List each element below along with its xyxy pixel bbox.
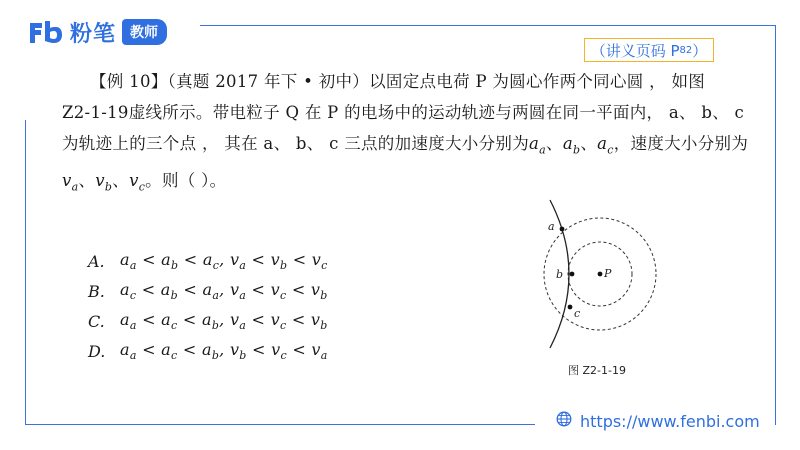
page-ref-suffix: ） [692, 41, 708, 60]
option-d[interactable] [88, 336, 448, 366]
page-ref-number: 82 [679, 44, 693, 56]
option-expression: $a_a < a_c < a_b$, $v_a < v_c < v_b$ [120, 309, 328, 333]
brand-tag: 教师 [122, 19, 167, 45]
answer-options [88, 246, 448, 366]
option-letter: A. [88, 251, 105, 271]
option-b[interactable] [88, 276, 448, 306]
frame-left-line [25, 120, 26, 424]
point-p [598, 272, 603, 277]
accel-a: $a_a$ [529, 134, 547, 157]
frame-top-line [200, 25, 775, 26]
option-letter: C. [88, 311, 105, 331]
label-p: P [604, 267, 612, 280]
point-a [560, 227, 565, 232]
question-line-1: 【例 10】（真题 2017 年下 • 初中）以固定点电荷 P 为圆心作两个同心圆 ， 如图 [90, 72, 706, 91]
figure-svg [528, 196, 668, 382]
accel-c: $a_c$ [597, 134, 614, 157]
frame-bottom-line [25, 424, 535, 425]
label-b: b [556, 268, 564, 281]
point-b [570, 272, 575, 277]
option-expression: $a_a < a_b < a_c$, $v_a < v_b < v_c$ [120, 249, 328, 273]
brand-name: 粉笔 [70, 21, 117, 47]
option-expression: $a_a < a_c < a_b$, $v_b < v_c < v_a$ [120, 339, 328, 363]
label-c: c [574, 307, 581, 320]
option-letter: B. [88, 281, 105, 301]
label-a: a [548, 220, 555, 233]
question-line-3: 为轨迹上的三个点 ， 其在 a、 b、 c 三点的加速度大小分别为$a_a$、$a_b$、$a_c$，速度大小分别为 [62, 134, 749, 157]
question-text [62, 66, 762, 203]
speed-b: $v_b$ [95, 171, 113, 194]
option-a[interactable] [88, 246, 448, 276]
page-ref-prefix: （讲义页码 P [590, 41, 680, 60]
frame-right-line [775, 25, 776, 425]
speed-a: $v_a$ [62, 171, 79, 194]
page-reference-box [584, 38, 714, 62]
speed-c: $v_c$ [129, 171, 146, 194]
option-c[interactable] [88, 306, 448, 336]
footer-url[interactable] [556, 411, 760, 431]
globe-icon [556, 411, 572, 431]
fenbi-logo-icon [28, 18, 64, 46]
option-letter: D. [88, 341, 106, 361]
footer-url-text: https://www.fenbi.com [580, 411, 760, 431]
question-line-2: Z2-1-19虚线所示。带电粒子 Q 在 P 的电场中的运动轨迹与两圆在同一平面内， a、 b、 c [62, 103, 745, 122]
option-expression: $a_c < a_b < a_a$, $v_a < v_c < v_b$ [120, 279, 328, 303]
question-line-4: $v_a$、$v_b$、$v_c$。则（ ）。 [62, 171, 227, 194]
fenbi-logo [28, 14, 167, 50]
figure-caption: 图 Z2-1-19 [568, 364, 626, 377]
accel-b: $a_b$ [562, 134, 581, 157]
point-c [568, 305, 573, 310]
concentric-circles-figure [528, 196, 668, 382]
